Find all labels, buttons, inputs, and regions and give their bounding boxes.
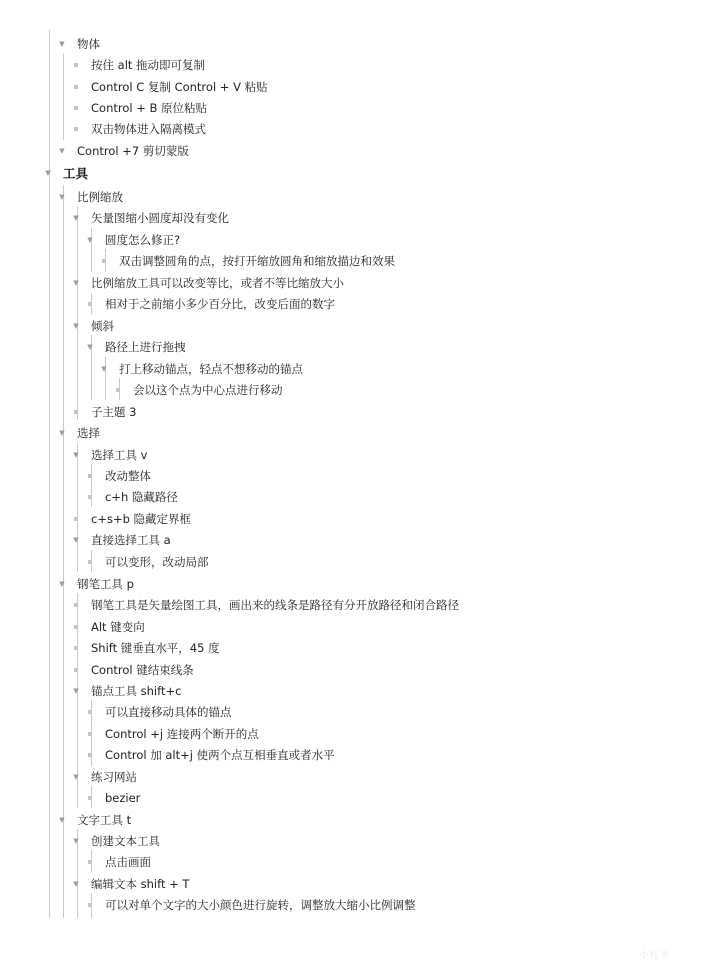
bullet-dot-icon [102, 259, 106, 263]
watermark: 小红书 [640, 951, 671, 961]
bullet-dot-icon [88, 796, 92, 800]
collapse-triangle-icon[interactable]: ▼ [59, 816, 65, 824]
outline-node-text[interactable]: 双击物体进入隔离模式 [91, 122, 206, 136]
outline-node-text[interactable]: c+s+b 隐藏定界框 [91, 512, 192, 526]
collapse-triangle-icon[interactable]: ▼ [59, 193, 65, 201]
outline-node-text[interactable]: 按住 alt 拖动即可复制 [91, 58, 206, 72]
collapse-triangle-icon[interactable]: ▼ [87, 236, 93, 244]
outline-node-text[interactable]: 直接选择工具 a [91, 533, 171, 547]
collapse-triangle-icon[interactable]: ▼ [59, 40, 65, 48]
outline-node-text[interactable]: 编辑文本 shift + T [91, 877, 190, 891]
outline-node-text[interactable]: Control +j 连接两个断开的点 [105, 727, 259, 741]
collapse-triangle-icon[interactable]: ▼ [73, 687, 79, 695]
bullet-dot-icon [74, 85, 78, 89]
collapse-triangle-icon[interactable]: ▼ [73, 214, 79, 222]
outline-node-text[interactable]: bezier [105, 791, 141, 805]
bullet-dot-icon [74, 410, 78, 414]
collapse-triangle-icon[interactable]: ▼ [59, 147, 65, 155]
outline-node-text[interactable]: 可以对单个文字的大小颜色进行旋转，调整放大缩小比例调整 [105, 898, 416, 912]
bullet-dot-icon [74, 63, 78, 67]
outline-node-text[interactable]: 可以直接移动具体的锚点 [105, 705, 232, 719]
collapse-triangle-icon[interactable]: ▼ [45, 169, 51, 177]
outline-node-text[interactable]: 打上移动锚点，轻点不想移动的锚点 [119, 362, 303, 376]
outline-node-text[interactable]: 倾斜 [91, 319, 114, 333]
outline-node-text[interactable]: 选择 [77, 426, 100, 440]
outline-node-text[interactable]: 练习网站 [91, 770, 137, 784]
outline-node-text[interactable]: 子主题 3 [91, 405, 137, 419]
collapse-triangle-icon[interactable]: ▼ [73, 322, 79, 330]
outline-node-text[interactable]: 可以变形，改动局部 [105, 555, 209, 569]
bullet-dot-icon [88, 860, 92, 864]
bullet-dot-icon [74, 646, 78, 650]
outline-node-text[interactable]: 选择工具 v [91, 448, 148, 462]
outline-node-text[interactable]: 文字工具 t [77, 813, 132, 827]
collapse-triangle-icon[interactable]: ▼ [73, 837, 79, 845]
outline-node-text[interactable]: Control C 复制 Control + V 粘贴 [91, 80, 268, 94]
outline-node-text[interactable]: 矢量图缩小圆度却没有变化 [91, 211, 229, 225]
bullet-dot-icon [88, 302, 92, 306]
outline-node-text[interactable]: 路径上进行拖拽 [105, 340, 186, 354]
bullet-dot-icon [88, 560, 92, 564]
outline-node-text[interactable]: 钢笔工具 p [77, 577, 134, 591]
outline-node-text[interactable]: Control 加 alt+j 使两个点互相垂直或者水平 [105, 748, 335, 762]
outline-node-text[interactable]: c+h 隐藏路径 [105, 490, 178, 504]
collapse-triangle-icon[interactable]: ▼ [73, 451, 79, 459]
collapse-triangle-icon[interactable]: ▼ [101, 365, 107, 373]
indent-guide-line [63, 53, 64, 140]
outline-node-text[interactable]: 点击画面 [105, 855, 151, 869]
outline-node-text[interactable]: 创建文本工具 [91, 834, 160, 848]
indent-guide-line [91, 464, 92, 507]
collapse-triangle-icon[interactable]: ▼ [73, 880, 79, 888]
outline-node-text[interactable]: 相对于之前缩小多少百分比，改变后面的数字 [105, 297, 335, 311]
collapse-triangle-icon[interactable]: ▼ [59, 429, 65, 437]
bullet-dot-icon [116, 388, 120, 392]
outline-node-text[interactable]: 工具 [63, 166, 89, 181]
outline-node-text[interactable]: Shift 键垂直水平，45 度 [91, 641, 220, 655]
outline-node-text[interactable]: Alt 键变向 [91, 620, 145, 634]
bullet-dot-icon [74, 625, 78, 629]
collapse-triangle-icon[interactable]: ▼ [73, 279, 79, 287]
outline-node-text[interactable]: 改动整体 [105, 469, 151, 483]
bullet-dot-icon [88, 903, 92, 907]
outline-node-text[interactable]: 会以这个点为中心点进行移动 [133, 383, 283, 397]
outline-node-text[interactable]: Control 键结束线条 [91, 663, 194, 677]
outline-node-text[interactable]: 物体 [77, 37, 100, 51]
outline-node-text[interactable]: 双击调整圆角的点，按打开缩放圆角和缩放描边和效果 [119, 254, 395, 268]
outline-node-text[interactable]: 锚点工具 shift+c [91, 684, 182, 698]
bullet-dot-icon [88, 753, 92, 757]
collapse-triangle-icon[interactable]: ▼ [73, 773, 79, 781]
outline-node-text[interactable]: Control + B 原位粘贴 [91, 101, 208, 115]
bullet-dot-icon [74, 517, 78, 521]
outline-node-text[interactable]: 钢笔工具是矢量绘图工具，画出来的线条是路径有分开放路径和闭合路径 [91, 598, 459, 612]
indent-guide-line [77, 206, 78, 420]
outline-node-text[interactable]: 圆度怎么修正? [105, 233, 181, 247]
bullet-dot-icon [74, 603, 78, 607]
bullet-dot-icon [88, 710, 92, 714]
indent-guide-line [63, 185, 64, 918]
collapse-triangle-icon[interactable]: ▼ [87, 343, 93, 351]
bullet-dot-icon [88, 732, 92, 736]
bullet-dot-icon [88, 495, 92, 499]
collapse-triangle-icon[interactable]: ▼ [59, 580, 65, 588]
bullet-dot-icon [74, 106, 78, 110]
bullet-dot-icon [88, 474, 92, 478]
collapse-triangle-icon[interactable]: ▼ [73, 536, 79, 544]
outline-node-text[interactable]: Control +7 剪切蒙版 [77, 144, 189, 158]
outline-node-text[interactable]: 比例缩放 [77, 190, 123, 204]
bullet-dot-icon [74, 127, 78, 131]
outline-node-text[interactable]: 比例缩放工具可以改变等比，或者不等比缩放大小 [91, 276, 344, 290]
bullet-dot-icon [74, 668, 78, 672]
